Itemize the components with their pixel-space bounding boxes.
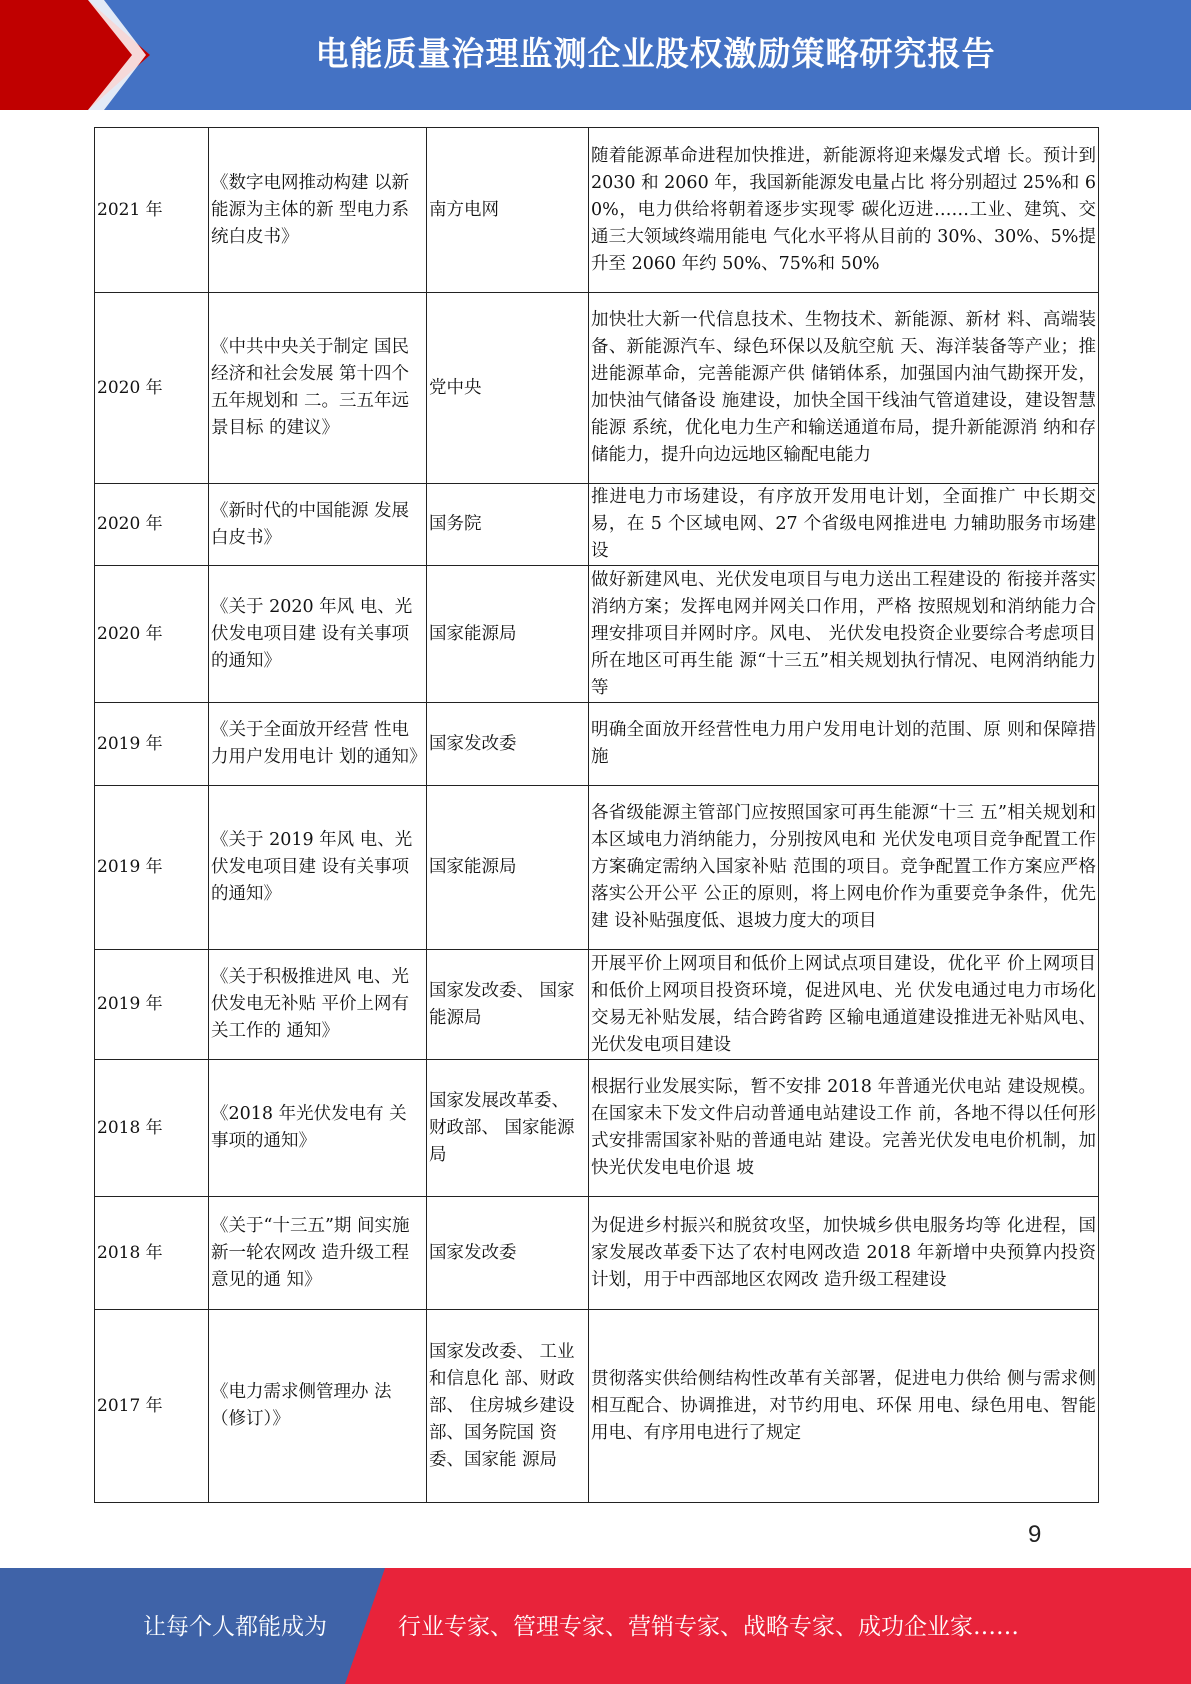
table-row — [95, 1310, 1099, 1503]
cell-year: 2017 年 — [95, 1310, 209, 1503]
table-row — [95, 950, 1099, 1060]
cell-policy-name: 《数字电网推动构建 以新能源为主体的新 型电力系统白皮书》 — [209, 128, 427, 293]
cell-year: 2021 年 — [95, 128, 209, 293]
table-row — [95, 786, 1099, 950]
cell-department: 国家发改委 — [427, 703, 589, 786]
cell-description: 推进电力市场建设，有序放开发用电计划，全面推广 中长期交易，在 5 个区域电网、27 个省级电网推进电 力辅助服务市场建设 — [589, 484, 1099, 566]
cell-year: 2020 年 — [95, 293, 209, 484]
cell-year: 2018 年 — [95, 1060, 209, 1197]
cell-department: 国务院 — [427, 484, 589, 566]
cell-policy-name: 《2018 年光伏发电有 关事项的通知》 — [209, 1060, 427, 1197]
cell-policy-name: 《关于“十三五”期 间实施新一轮农网改 造升级工程意见的通 知》 — [209, 1197, 427, 1310]
cell-description: 贯彻落实供给侧结构性改革有关部署，促进电力供给 侧与需求侧相互配合、协调推进，对节约用电、环保 用电、绿色用电、智能用电、有序用电进行了规定 — [589, 1310, 1099, 1503]
cell-year: 2020 年 — [95, 566, 209, 703]
cell-description: 明确全面放开经营性电力用户发用电计划的范围、原 则和保障措施 — [589, 703, 1099, 786]
policy-table-wrapper — [94, 127, 1098, 1503]
table-row — [95, 1197, 1099, 1310]
cell-year: 2019 年 — [95, 703, 209, 786]
header-banner — [0, 0, 1191, 110]
cell-description: 为促进乡村振兴和脱贫攻坚，加快城乡供电服务均等 化进程，国家发展改革委下达了农村电网改造 2018 年新增中央预算内投资计划，用于中西部地区农网改 造升级工程建设 — [589, 1197, 1099, 1310]
cell-description: 随着能源革命进程加快推进，新能源将迎来爆发式增 长。预计到 2030 和 2060 年，我国新能源发电量占比 将分别超过 25%和 60%，电力供给将朝着逐步实现零 碳化迈进……工业、建筑、交通三大领域终端用能电 气化水平将从目前的 30%、30%、5%提升至 2060 年约 50%、75%和 50% — [589, 128, 1099, 293]
table-row — [95, 1060, 1099, 1197]
table-row — [95, 128, 1099, 293]
cell-policy-name: 《中共中央关于制定 国民经济和社会发展 第十四个五年规划和 二。三五年远景目标 的建议》 — [209, 293, 427, 484]
cell-year: 2019 年 — [95, 786, 209, 950]
cell-policy-name: 《新时代的中国能源 发展白皮书》 — [209, 484, 427, 566]
cell-policy-name: 《关于 2019 年风 电、光伏发电项目建 设有关事项的通知》 — [209, 786, 427, 950]
table-row — [95, 293, 1099, 484]
cell-description: 做好新建风电、光伏发电项目与电力送出工程建设的 衔接并落实消纳方案；发挥电网并网关口作用，严格 按照规划和消纳能力合理安排项目并网时序。风电、 光伏发电投资企业要综合考虑项目所在地区可再生能 源“十三五”相关规划执行情况、电网消纳能力等 — [589, 566, 1099, 703]
cell-department: 国家能源局 — [427, 566, 589, 703]
table-row — [95, 703, 1099, 786]
cell-department: 国家发展改革委、财政部、 国家能源局 — [427, 1060, 589, 1197]
cell-department: 国家发改委、 国家能源局 — [427, 950, 589, 1060]
table-row — [95, 566, 1099, 703]
cell-department: 南方电网 — [427, 128, 589, 293]
footer-slogan-left: 让每个人都能成为 — [143, 1614, 327, 1640]
page-number: 9 — [1028, 1521, 1042, 1548]
cell-policy-name: 《关于全面放开经营 性电力用户发用电计 划的通知》 — [209, 703, 427, 786]
cell-department: 党中央 — [427, 293, 589, 484]
cell-year: 2020 年 — [95, 484, 209, 566]
cell-description: 各省级能源主管部门应按照国家可再生能源“十三 五”相关规划和本区域电力消纳能力，分别按风电和 光伏发电项目竞争配置工作方案确定需纳入国家补贴 范围的项目。竞争配置工作方案应严格落实公开公平 公正的原则，将上网电价作为重要竞争条件，优先建 设补贴强度低、退坡力度大的项目 — [589, 786, 1099, 950]
cell-policy-name: 《关于 2020 年风 电、光伏发电项目建 设有关事项的通知》 — [209, 566, 427, 703]
cell-policy-name: 《关于积极推进风 电、光伏发电无补贴 平价上网有关工作的 通知》 — [209, 950, 427, 1060]
cell-department: 国家发改委 — [427, 1197, 589, 1310]
cell-description: 根据行业发展实际，暂不安排 2018 年普通光伏电站 建设规模。在国家未下发文件启动普通电站建设工作 前，各地不得以任何形式安排需国家补贴的普通电站 建设。完善光伏发电电价机制，加快光伏发电电价退 坡 — [589, 1060, 1099, 1197]
cell-year: 2019 年 — [95, 950, 209, 1060]
cell-department: 国家能源局 — [427, 786, 589, 950]
table-row — [95, 484, 1099, 566]
cell-year: 2018 年 — [95, 1197, 209, 1310]
cell-description: 加快壮大新一代信息技术、生物技术、新能源、新材 料、高端装备、新能源汽车、绿色环保以及航空航 天、海洋装备等产业；推进能源革命，完善能源产供 储销体系，加强国内油气勘探开发，加快油气储备设 施建设，加快全国干线油气管道建设，建设智慧能源 系统，优化电力生产和输送通道布局，提升新能源消 纳和存储能力，提升向边远地区输配电能力 — [589, 293, 1099, 484]
cell-department: 国家发改委、 工业和信息化 部、财政部、 住房城乡建设 部、国务院国 资委、国家能 源局 — [427, 1310, 589, 1503]
page-title: 电能质量治理监测企业股权激励策略研究报告 — [315, 34, 996, 73]
cell-policy-name: 《电力需求侧管理办 法（修订）》 — [209, 1310, 427, 1503]
footer-banner — [0, 1568, 1191, 1684]
policy-table — [94, 127, 1099, 1503]
cell-description: 开展平价上网项目和低价上网试点项目建设，优化平 价上网项目和低价上网项目投资环境，促进风电、光 伏发电通过电力市场化交易无补贴发展，结合跨省跨 区输电通道建设推进无补贴风电、光伏发电项目建设 — [589, 950, 1099, 1060]
footer-slogan-right: 行业专家、管理专家、营销专家、战略专家、成功企业家…… — [398, 1614, 1019, 1640]
